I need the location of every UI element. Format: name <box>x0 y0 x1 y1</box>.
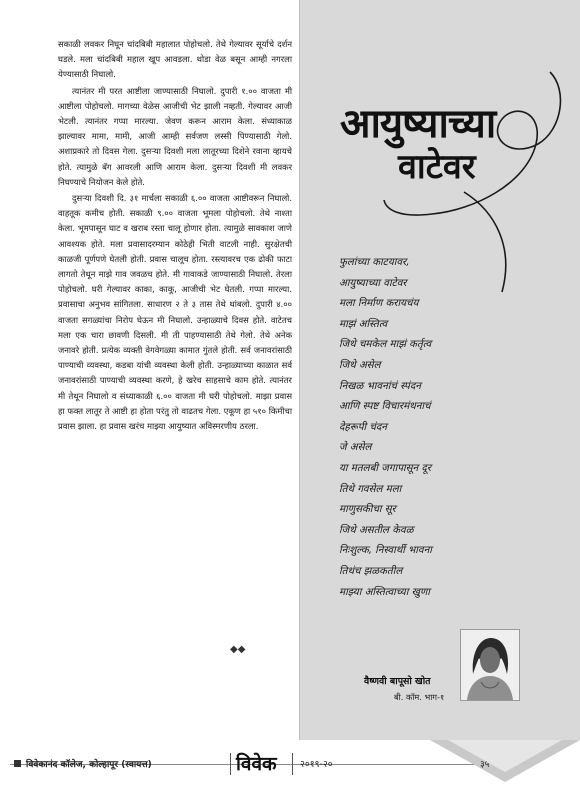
poem-line: जिथे चमकेल माझं कर्तृत्व <box>339 339 432 351</box>
footer-triangle-decoration <box>430 740 580 800</box>
poem-line: जे असेल <box>339 442 372 454</box>
poem-line: या मतलबी जगापासून दूर <box>339 462 431 474</box>
poem-line: जिथे असेल <box>339 359 381 371</box>
poem-line: माझं अस्तित्व <box>339 318 388 330</box>
poem-line: माझ्या अस्तित्वाच्या खुणा <box>339 586 430 598</box>
end-ornament: ◆◆ <box>230 644 246 655</box>
page-number: ३५ <box>480 760 490 770</box>
author-class: बी. कॉम. भाग-१ <box>394 692 445 702</box>
poem-line: माणुसकीचा सूर <box>339 504 396 516</box>
poem-title-line1: आयुष्याच्या <box>340 100 496 147</box>
poem-line: तिथंच झळकतील <box>339 565 403 577</box>
poem-line: फुलांच्या काटयावर, <box>339 257 410 268</box>
poem-line: निःशुल्क, निस्वार्थी भावना <box>339 545 432 557</box>
article-paragraph-2: त्यानंतर मी परत आष्टीला जाण्यासाठी निघालो. दुपारी १.०० वाजता मी आष्टीला पोहोचलो. मागच्या वेळेस आजीची भेट झाली नव्हती. गेल्यावर आजी भेटली. त्यानंतर गप्पा मारल्या. जेवण करून आराम केला. संध्याकाळ झाल्यावर मामा, मामी, आजी आम्ही सर्वजण लस्सी पिण्यासाठी गेलो. अशाप्रकारे तो दिवस गेला. दुसऱ्या दिवशी मला लातूरच्या दिशेने रवाना व्हायचे होते. त्यामुळे बॅग आवरली आणि आराम केला. दुसऱ्या दिवशी मी लवकर निघण्याचे नियोजन केले होते. <box>58 85 292 187</box>
footer-year: २०१९-२० <box>300 759 333 770</box>
poem-body <box>339 253 539 603</box>
poem-title-line2: वाटेवर <box>398 147 476 187</box>
footer-bullet-icon <box>14 760 21 767</box>
footer-separator <box>230 753 231 775</box>
poem-line: मला निर्माण करायचंय <box>339 298 419 310</box>
poem-line: जिथे असतील केवळ <box>339 524 414 536</box>
article-paragraph-3: दुसऱ्या दिवशी दि. ३१ मार्चला सकाळी ६.०० वाजता आष्टीवरून निघालो. वाहतूक कमीच होती. सकाळी ९.०० वाजता भूमला पोहोचलो. तेथे नाश्ता केला. भूमपासून घाट व खराब रस्ता चालू होणार होता. त्यामुळे सावकाश जाणे आवश्यक होते. मला प्रवासादरम्यान कोठेही भिती वाटली नाही. सुरक्षेतची काळजी पूर्णपणे घेतली होती. प्रवास चालूच होता. रस्त्यावरच एक ढोकी फाटा लागतो तेथून माझे गाव जवळच होते. मी गावाकडे जाण्यासाठी निघालो. तेरला पोहोचलो. घरी गेल्यावर काका, काकू, आजीची भेट घेतली. गप्पा मारल्या. प्रवासाचा अनुभव सांगितला. साधारण २ ते ३ तास तेथे थांबलो. दुपारी ४.०० वाजता सगळ्यांचा निरोप घेऊन मी निघालो. उन्हाळ्याचे दिवस होते. वाटेतच मला एक चारा छावणी दिसली. मी ती पाहण्यासाठी तेथे गेलो. तेथे अनेक जनावरे होती. प्रत्येक व्यक्ती वेगवेगळ्या कामात गुंतले होती. सर्व जनावरांसाठी पाण्याची व्यवस्था, कडबा यांची व्यवस्था केली होती. उन्हाळ्याच्या काळात सर्व जनावरांसाठी पाण्याची व्यवस्था करणे, हे खरेच साहसाचे काम होते. त्यानंतर मी तेथून निघालो व संध्याकाळी ६.०० वाजता मी घरी पोहोचलो. माझा प्रवास हा फक्त लातूर ते आष्टी हा होता परंतु तो वाढतच गेला. एकूण हा ५१० किमीचा प्रवास झाला. हा प्रवास खरंच माझ्या आयुष्यात अविस्मरणीय ठरला. <box>58 193 292 432</box>
poem-line: तिथे गवसेल मला <box>339 483 402 495</box>
article-paragraph-1: सकाळी लवकर निघून चांदबिबी महालात पोहोचलो. तेथे गेल्यावर सूर्याचे दर्शन घडले. मला चांदबिबी महाल खूप आवडला. थोडा वेळ बसून आम्ही नगरला येण्यासाठी निघालो. <box>58 39 292 80</box>
author-name: वैष्णवी बापूसो खोत <box>364 676 431 687</box>
footer-separator <box>292 753 293 775</box>
footer-college-name: विवेकानंद कॉलेज, कोल्हापूर (स्वायत्त) <box>26 760 152 770</box>
poem-line: आयुष्याच्या वाटेवर <box>339 277 407 289</box>
article-text <box>58 37 292 435</box>
footer-magazine-name: विवेक <box>236 753 277 775</box>
poem-line: निखळ भावनांचं स्पंदन <box>339 380 421 392</box>
poem-line: आणि स्पष्ट विचारमंथनाचं <box>339 401 431 413</box>
author-photo <box>460 629 520 701</box>
poem-line: देहरूपी चंदन <box>339 421 387 433</box>
